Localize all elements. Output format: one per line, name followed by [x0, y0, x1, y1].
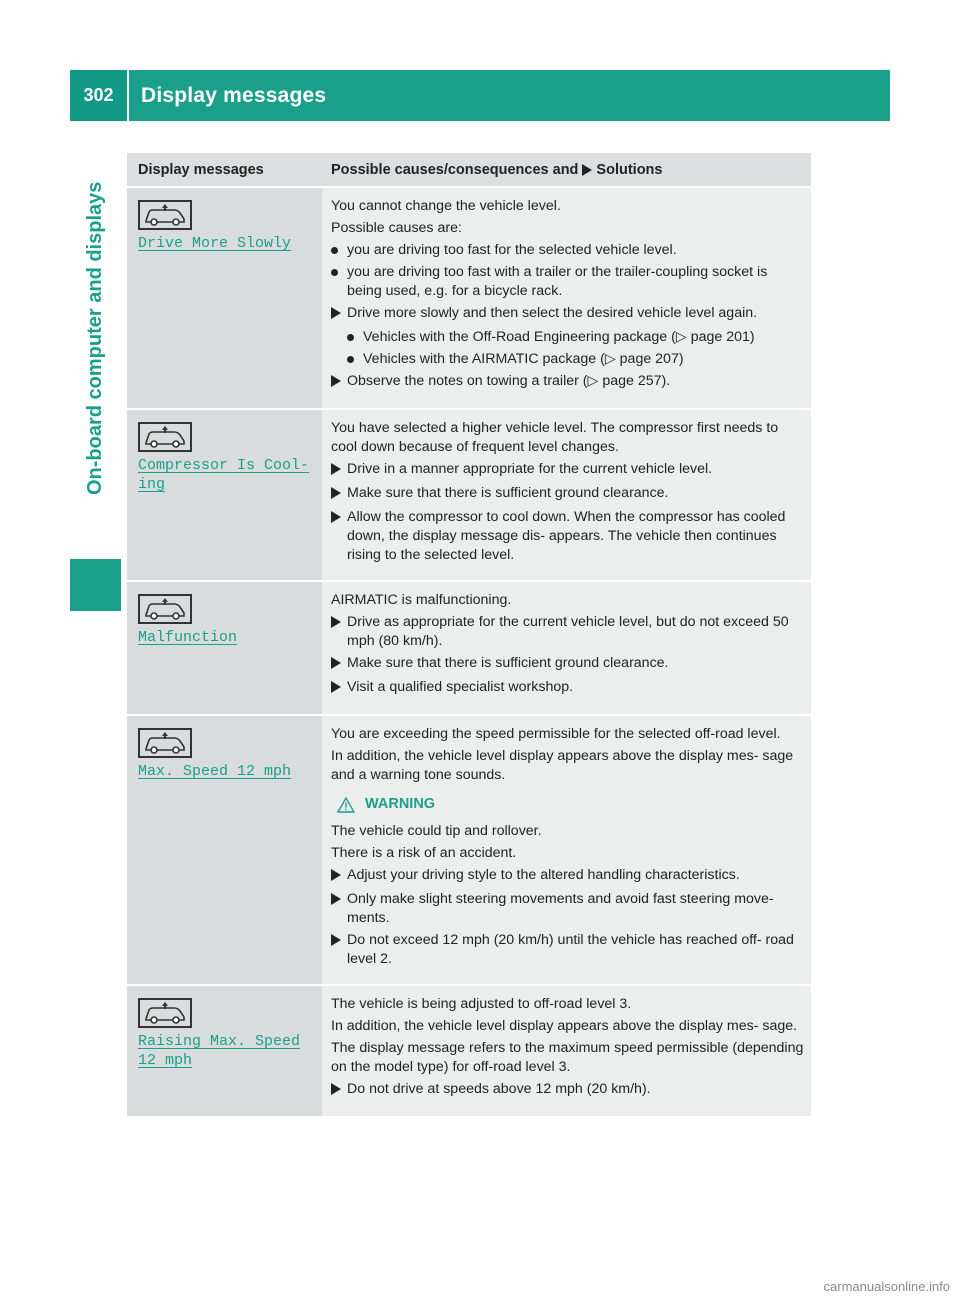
bullet-item [347, 350, 805, 369]
item-text: Drive as appropriate for the current vehicle level, but do not exceed 50 mph (80 km/h). [347, 614, 789, 649]
item-text: you are driving too fast for the selected vehicle level. [347, 242, 677, 258]
action-step [331, 890, 805, 928]
item-text: Visit a qualified specialist workshop. [347, 679, 574, 695]
bullet-item [331, 241, 805, 260]
display-message-cell [127, 410, 322, 580]
step-arrow-icon [331, 890, 347, 928]
item-text: Observe the notes on towing a trailer (▷ page 257). [347, 373, 671, 389]
vehicle-level-icon [138, 728, 192, 758]
vehicle-level-icon [138, 594, 192, 624]
display-message-text: Malfunction [138, 629, 238, 646]
paragraph: In addition, the vehicle level display appears above the display mes- sage. [331, 1018, 798, 1034]
bullet-dot-icon [347, 350, 363, 369]
action-step [331, 508, 805, 565]
item-text: Vehicles with the Off-Road Engineering package (▷ page 201) [363, 329, 755, 345]
causes-solutions-cell [322, 716, 811, 984]
causes-solutions-cell [322, 582, 811, 714]
action-step [331, 1080, 805, 1101]
step-arrow-icon [331, 678, 347, 699]
action-step [331, 460, 805, 481]
step-arrow-icon [331, 866, 347, 887]
table-header [127, 153, 811, 188]
item-text: Drive in a manner appropriate for the current vehicle level. [347, 461, 713, 477]
action-step [331, 613, 805, 651]
item-text: Make sure that there is sufficient ground clearance. [347, 655, 669, 671]
side-tab-label: On-board computer and displays [84, 181, 106, 496]
bullet-dot-icon [331, 263, 347, 301]
bullet-item [347, 328, 805, 347]
paragraph: The vehicle could tip and rollover. [331, 823, 542, 839]
warning-text: WARNING [365, 796, 436, 812]
col-header-causes-text: Possible causes/consequences and [331, 161, 579, 178]
item-text: Only make slight steering movements and avoid fast steering move- ments. [347, 891, 774, 926]
item-text: Vehicles with the AIRMATIC package (▷ page 207) [363, 351, 684, 367]
item-text: Adjust your driving style to the altered handling characteristics. [347, 867, 740, 883]
display-message-text: Raising Max. Speed 12 mph [138, 1033, 301, 1069]
causes-solutions-cell [322, 188, 811, 408]
display-message-cell [127, 716, 322, 984]
action-step [331, 678, 805, 699]
page-header [70, 70, 890, 121]
side-tab [70, 121, 121, 611]
warning-icon [337, 797, 365, 813]
table-row [127, 582, 811, 716]
step-arrow-icon [331, 613, 347, 651]
item-text: Drive more slowly and then select the desired vehicle level again. [347, 305, 758, 321]
step-arrow-icon [331, 1080, 347, 1101]
step-arrow-icon [331, 484, 347, 505]
step-arrow-icon [331, 508, 347, 565]
page-title: Display messages [141, 83, 327, 107]
step-arrow-icon [331, 372, 347, 393]
paragraph: You have selected a higher vehicle level. The compressor first needs to cool down because of frequent level changes. [331, 420, 779, 455]
paragraph: In addition, the vehicle level display appears above the display mes- sage and a warning tone sounds. [331, 748, 794, 783]
vehicle-level-icon [138, 200, 192, 230]
item-text: Do not exceed 12 mph (20 km/h) until the vehicle has reached off- road level 2. [347, 932, 794, 967]
table-row [127, 716, 811, 986]
paragraph: Possible causes are: [331, 220, 462, 236]
table-row [127, 188, 811, 410]
side-tab-marker [70, 559, 121, 611]
paragraph: AIRMATIC is malfunctioning. [331, 592, 512, 608]
action-step [331, 866, 805, 887]
action-step [331, 304, 805, 325]
display-messages-table [127, 153, 811, 1118]
item-text: Make sure that there is sufficient ground clearance. [347, 485, 669, 501]
paragraph: You are exceeding the speed permissible for the selected off-road level. [331, 726, 781, 742]
col-header-solutions: Solutions [596, 161, 663, 178]
vehicle-level-icon [138, 422, 192, 452]
item-text: Do not drive at speeds above 12 mph (20 km/h). [347, 1081, 651, 1097]
action-step [331, 484, 805, 505]
col-header-causes [322, 153, 811, 186]
bullet-item [331, 263, 805, 301]
item-text: you are driving too fast with a trailer or the trailer-coupling socket is being used, e.g. for a bicycle rack. [347, 264, 768, 299]
solutions-arrow-icon [582, 164, 592, 176]
causes-solutions-cell [322, 986, 811, 1116]
paragraph: There is a risk of an accident. [331, 845, 517, 861]
page-number: 302 [70, 70, 129, 121]
step-arrow-icon [331, 304, 347, 325]
display-message-text: Max. Speed 12 mph [138, 763, 292, 780]
display-message-cell [127, 582, 322, 714]
display-message-text: Drive More Slowly [138, 235, 292, 252]
action-step [331, 931, 805, 969]
action-step [331, 372, 805, 393]
display-message-text: Compressor Is Cool‑ ing [138, 457, 310, 493]
bullet-dot-icon [347, 328, 363, 347]
table-row [127, 986, 811, 1118]
paragraph: The display message refers to the maximum speed permissible (depending on the model type) for off-road level 3. [331, 1040, 804, 1075]
bullet-dot-icon [331, 241, 347, 260]
display-message-cell [127, 986, 322, 1116]
table-row [127, 410, 811, 582]
vehicle-level-icon [138, 998, 192, 1028]
footer-watermark: carmanualsonline.info [823, 1279, 950, 1294]
action-step [331, 654, 805, 675]
display-message-cell [127, 188, 322, 408]
col-header-display-messages: Display messages [138, 161, 264, 178]
step-arrow-icon [331, 931, 347, 969]
item-text: Allow the compressor to cool down. When the compressor has cooled down, the display message dis- appears. The vehicle then continues rising to the selected level. [347, 509, 786, 563]
warning-label [337, 795, 805, 814]
step-arrow-icon [331, 460, 347, 481]
paragraph: You cannot change the vehicle level. [331, 198, 561, 214]
causes-solutions-cell [322, 410, 811, 580]
paragraph: The vehicle is being adjusted to off-road level 3. [331, 996, 632, 1012]
step-arrow-icon [331, 654, 347, 675]
